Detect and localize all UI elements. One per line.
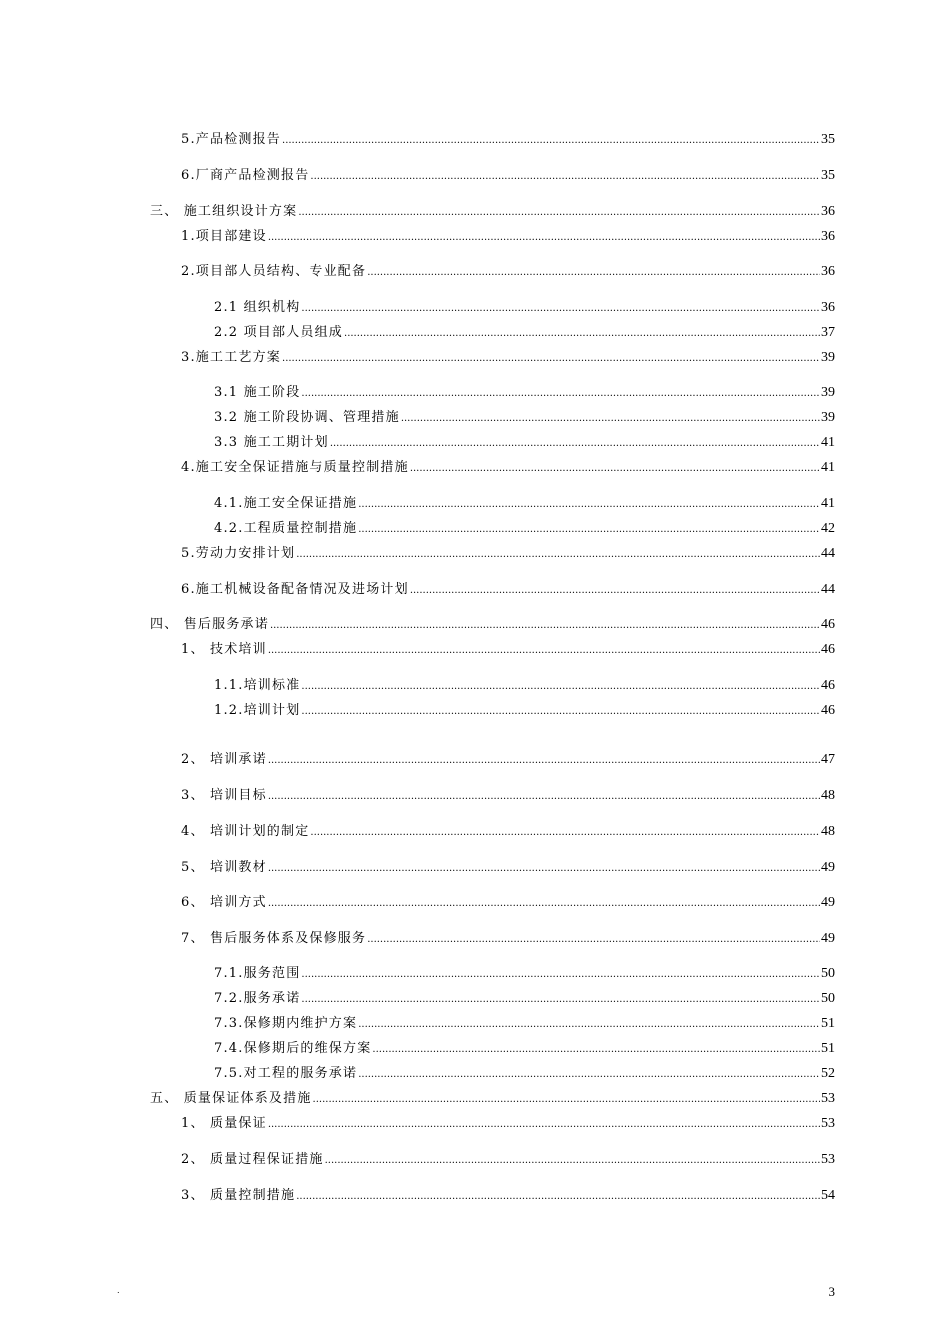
page-number: 3: [828, 1284, 835, 1299]
toc-entry-label: 3、 培训目标: [181, 788, 267, 803]
toc-entry-page: 36: [821, 204, 835, 219]
toc-entry-page: 36: [821, 264, 835, 279]
toc-entry-label: 6.施工机械设备配备情况及进场计划: [181, 582, 409, 597]
toc-entry-3-1[interactable]: [181, 225, 835, 243]
toc-entry-page: 54: [821, 1188, 835, 1203]
toc-entry-4-3[interactable]: [181, 784, 835, 802]
toc-entry-4-6[interactable]: [181, 891, 835, 909]
toc-leader-dots: [268, 898, 820, 909]
toc-entry-page: 35: [821, 132, 835, 147]
toc-leader-dots: [367, 267, 820, 278]
toc-entry-4-1-1[interactable]: [214, 674, 835, 692]
toc-leader-dots: [358, 1069, 820, 1080]
toc-entry-3-3-3[interactable]: [214, 431, 835, 449]
toc-entry-page: 49: [821, 895, 835, 910]
toc-leader-dots: [296, 1191, 820, 1202]
toc-entry-label: 4、 培训计划的制定: [181, 824, 310, 839]
toc-leader-dots: [313, 1094, 820, 1105]
toc-entry-page: 39: [821, 350, 835, 365]
toc-entry-3-2-1[interactable]: [214, 296, 835, 314]
toc-entry-label: 2.项目部人员结构、专业配备: [181, 264, 367, 279]
toc-leader-dots: [301, 994, 820, 1005]
toc-entry-label: 1、 质量保证: [181, 1116, 267, 1131]
toc-entry-4-7[interactable]: [181, 927, 835, 945]
toc-entry-page: 51: [821, 1041, 835, 1056]
toc-entry-label: 1.1.培训标准: [214, 678, 301, 693]
toc-entry-3-4-1[interactable]: [214, 492, 835, 510]
toc-entry-page: 53: [821, 1152, 835, 1167]
toc-entry-page: 44: [821, 582, 835, 597]
toc-entry-label: 6、 培训方式: [181, 895, 267, 910]
toc-leader-dots: [268, 791, 820, 802]
toc-leader-dots: [325, 1155, 820, 1166]
toc-leader-dots: [282, 353, 820, 364]
toc-entry-5-3[interactable]: [181, 1184, 835, 1202]
toc-entry-page: 41: [821, 460, 835, 475]
toc-entry-page: 46: [821, 642, 835, 657]
toc-entry-page: 52: [821, 1066, 835, 1081]
toc-leader-dots: [310, 171, 820, 182]
toc-entry-label: 1.项目部建设: [181, 229, 267, 244]
toc-entry-label: 3、 质量控制措施: [181, 1188, 296, 1203]
toc-leader-dots: [330, 438, 820, 449]
toc-leader-dots: [298, 207, 820, 218]
toc-leader-dots: [301, 388, 820, 399]
toc-entry-3-5[interactable]: [181, 542, 835, 560]
toc-entry-page: 50: [821, 966, 835, 981]
toc-leader-dots: [301, 681, 820, 692]
toc-entry-label: 三、 施工组织设计方案: [150, 204, 298, 219]
toc-entry-page: 42: [821, 521, 835, 536]
toc-leader-dots: [282, 135, 820, 146]
toc-entry-label: 5.产品检测报告: [181, 132, 282, 147]
toc-leader-dots: [372, 1044, 820, 1055]
toc-entry-label: 四、 售后服务承诺: [150, 617, 269, 632]
toc-entry-label: 7.5.对工程的服务承诺: [214, 1066, 358, 1081]
toc-entry-page: 47: [821, 752, 835, 767]
footer-corner-mark: .: [117, 1286, 120, 1295]
toc-leader-dots: [270, 620, 820, 631]
toc-leader-dots: [301, 706, 820, 717]
toc-entry-page: 46: [821, 617, 835, 632]
toc-entry-page: 49: [821, 860, 835, 875]
toc-leader-dots: [344, 328, 820, 339]
toc-entry-page: 41: [821, 496, 835, 511]
toc-entry-label: 7.2.服务承诺: [214, 991, 301, 1006]
toc-entry-4-7-2[interactable]: [214, 987, 835, 1005]
toc-entry-3-3-2[interactable]: [214, 406, 835, 424]
toc-entry-page: 46: [821, 703, 835, 718]
toc-entry-3-3-1[interactable]: [214, 381, 835, 399]
toc-entry-label: 3.施工工艺方案: [181, 350, 282, 365]
toc-leader-dots: [410, 585, 820, 596]
toc-entry-6-vendor-test-report[interactable]: [181, 164, 835, 182]
toc-leader-dots: [358, 524, 820, 535]
toc-entry-label: 5.劳动力安排计划: [181, 546, 296, 561]
toc-entry-label: 2.1 组织机构: [214, 300, 301, 315]
toc-leader-dots: [401, 413, 820, 424]
toc-entry-page: 39: [821, 410, 835, 425]
toc-entry-5-2[interactable]: [181, 1148, 835, 1166]
toc-entry-label: 7.3.保修期内维护方案: [214, 1016, 358, 1031]
toc-entry-label: 7、 售后服务体系及保修服务: [181, 931, 367, 946]
toc-entry-section-3[interactable]: [150, 200, 835, 218]
toc-leader-dots: [358, 499, 820, 510]
toc-entry-label: 4.施工安全保证措施与质量控制措施: [181, 460, 409, 475]
toc-entry-page: 51: [821, 1016, 835, 1031]
toc-entry-3-6[interactable]: [181, 578, 835, 596]
toc-entry-3-2[interactable]: [181, 260, 835, 278]
toc-entry-page: 46: [821, 678, 835, 693]
toc-entry-4-1-2[interactable]: [214, 699, 835, 717]
toc-entry-label: 3.1 施工阶段: [214, 385, 301, 400]
toc-entry-page: 53: [821, 1116, 835, 1131]
toc-leader-dots: [296, 549, 820, 560]
toc-entry-page: 50: [821, 991, 835, 1006]
toc-entry-label: 2.2 项目部人员组成: [214, 325, 344, 340]
toc-entry-4-7-3[interactable]: [214, 1012, 835, 1030]
toc-entry-3-2-2[interactable]: [214, 321, 835, 339]
toc-entry-3-4-2[interactable]: [214, 517, 835, 535]
toc-entry-4-1[interactable]: [181, 638, 835, 656]
toc-leader-dots: [310, 827, 820, 838]
toc-entry-page: 37: [821, 325, 835, 340]
toc-entry-label: 3.2 施工阶段协调、管理措施: [214, 410, 400, 425]
toc-entry-4-7-1[interactable]: [214, 962, 835, 980]
toc-entry-4-7-5[interactable]: [214, 1062, 835, 1080]
toc-entry-page: 48: [821, 824, 835, 839]
toc-entry-3-3[interactable]: [181, 346, 835, 364]
toc-entry-5-product-test-report[interactable]: [181, 128, 835, 146]
toc-leader-dots: [301, 303, 820, 314]
toc-entry-page: 41: [821, 435, 835, 450]
toc-entry-section-4[interactable]: [150, 613, 835, 631]
toc-entry-label: 4.1.施工安全保证措施: [214, 496, 358, 511]
toc-leader-dots: [268, 645, 820, 656]
toc-entry-label: 五、 质量保证体系及措施: [150, 1091, 312, 1106]
toc-entry-label: 4.2.工程质量控制措施: [214, 521, 358, 536]
toc-leader-dots: [268, 1119, 820, 1130]
toc-entry-label: 7.1.服务范围: [214, 966, 301, 981]
toc-entry-label: 3.3 施工工期计划: [214, 435, 329, 450]
toc-entry-4-2[interactable]: [181, 748, 835, 766]
toc-leader-dots: [268, 232, 820, 243]
toc-entry-page: 53: [821, 1091, 835, 1106]
toc-entry-page: 39: [821, 385, 835, 400]
toc-entry-4-5[interactable]: [181, 856, 835, 874]
toc-leader-dots: [268, 863, 820, 874]
toc-leader-dots: [358, 1019, 820, 1030]
toc-leader-dots: [268, 755, 820, 766]
toc-entry-page: 44: [821, 546, 835, 561]
toc-entry-label: 2、 质量过程保证措施: [181, 1152, 324, 1167]
toc-leader-dots: [410, 463, 820, 474]
toc-leader-dots: [367, 934, 820, 945]
toc-entry-page: 36: [821, 300, 835, 315]
toc-entry-page: 35: [821, 168, 835, 183]
toc-entry-4-4[interactable]: [181, 820, 835, 838]
toc-entry-label: 1、 技术培训: [181, 642, 267, 657]
toc-entry-3-4[interactable]: [181, 456, 835, 474]
toc-entry-5-1[interactable]: [181, 1112, 835, 1130]
toc-entry-4-7-4[interactable]: [214, 1037, 835, 1055]
toc-entry-label: 5、 培训教材: [181, 860, 267, 875]
toc-entry-section-5[interactable]: [150, 1087, 835, 1105]
toc-leader-dots: [301, 969, 820, 980]
toc-entry-label: 6.厂商产品检测报告: [181, 168, 310, 183]
toc-entry-label: 1.2.培训计划: [214, 703, 301, 718]
toc-entry-page: 48: [821, 788, 835, 803]
toc-entry-label: 2、 培训承诺: [181, 752, 267, 767]
toc-entry-page: 49: [821, 931, 835, 946]
toc-entry-label: 7.4.保修期后的维保方案: [214, 1041, 372, 1056]
toc-entry-page: 36: [821, 229, 835, 244]
